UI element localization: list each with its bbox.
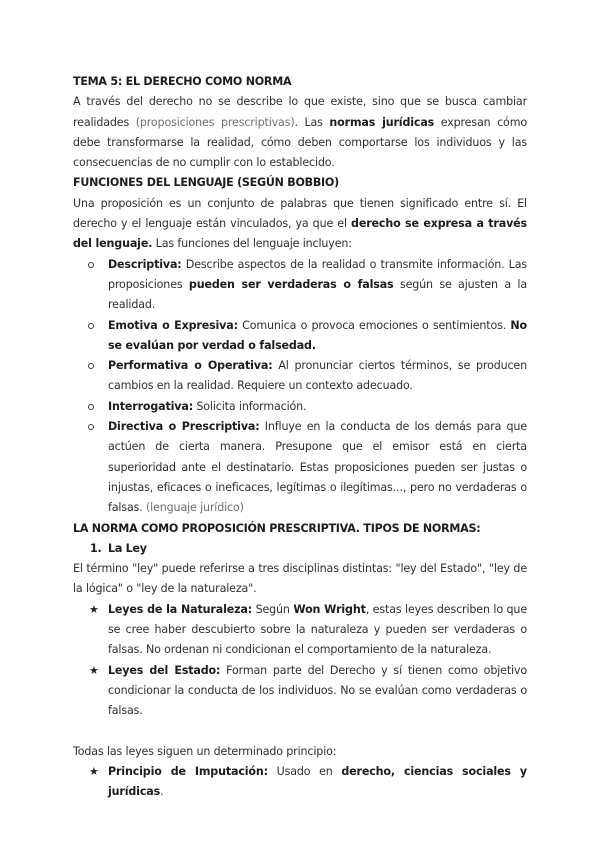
list-item-performativa	[73, 356, 527, 397]
numbered-heading-la-ley	[73, 539, 527, 559]
text: Las funciones del lenguaje incluyen:	[152, 237, 352, 251]
leyes-list	[73, 600, 527, 722]
star-icon: ★	[89, 663, 99, 677]
principio-paragraph: Todas las leyes siguen un determinado principio:	[73, 744, 337, 758]
item-label: Directiva o Prescriptiva:	[108, 420, 260, 434]
star-icon: ★	[89, 764, 99, 778]
text: A través del derecho no se describe lo que existe, sino que se busca cambiar realidades	[73, 95, 527, 129]
bold-term: derecho, ciencias sociales y jurídicas	[108, 764, 527, 799]
text: Influye en la conducta de los demás para que actúen de cierta manera. Presupone que el emisor está en cierta superioridad ante el destinatario. Estas proposiciones pueden ser justas o injustas, eficaces o ineficaces, legítimas o ilegítimas..., pero no verdaderas o falsas.	[108, 420, 527, 515]
item-label: Interrogativa:	[108, 399, 194, 413]
text: . Las	[294, 115, 330, 129]
text: expresan cómo debe transformarse la realidad, cómo deben comportarse los individuos y las consecuencias de no cumplir con lo establecido.	[73, 115, 527, 170]
bold-term: No se evalúan por verdad o falsedad.	[108, 318, 527, 352]
principio-list	[73, 762, 527, 803]
text: .	[160, 785, 164, 799]
star-icon: ★	[89, 602, 99, 616]
text: según se ajusten a la realidad.	[108, 277, 527, 312]
muted-note: (proposiciones prescriptivas)	[135, 115, 295, 129]
list-item-emotiva	[73, 316, 527, 357]
section-title-funciones: FUNCIONES DEL LENGUAJE (SEGÚN BOBBIO)	[73, 176, 339, 190]
bold-term: pueden ser verdaderas o falsas	[188, 277, 394, 291]
item-label: Performativa o Operativa:	[108, 359, 273, 373]
item-label: Leyes del Estado:	[108, 663, 221, 677]
list-item-leyes-naturaleza	[73, 600, 527, 661]
list-item-interrogativa	[73, 397, 527, 417]
section-title-norma: LA NORMA COMO PROPOSICIÓN PRESCRIPTIVA. TIPOS DE NORMAS:	[73, 521, 481, 535]
text: Solicita información.	[193, 399, 307, 413]
text: , estas leyes describen lo que se cree haber descubierto sobre la naturaleza y pueden ser verdaderas o falsas. No ordenan ni condicionan el comportamiento de la naturaleza.	[108, 602, 527, 657]
list-item-leyes-estado	[73, 661, 527, 722]
text: Al pronunciar ciertos términos, se producen cambios en la realidad. Requiere un contexto adecuado.	[108, 359, 527, 393]
ley-paragraph: El término "ley" puede referirse a tres disciplinas distintas: "ley del Estado", "ley de la lógica" o "ley de la naturaleza".	[73, 562, 527, 596]
intro-paragraph	[73, 92, 527, 173]
item-label: Leyes de la Naturaleza:	[108, 602, 253, 616]
text: Comunica o provoca emociones o sentimientos.	[237, 318, 511, 332]
section-title-tema5: TEMA 5: EL DERECHO COMO NORMA	[73, 75, 292, 88]
text: Usado en	[267, 764, 342, 778]
item-label: Principio de Imputación:	[108, 764, 268, 778]
text: Describe aspectos de la realidad o transmite información. Las proposiciones	[108, 257, 527, 291]
text: Una proposición es un conjunto de palabras que tienen significado entre sí. El derecho y el lenguaje están vinculados, ya que el	[73, 196, 527, 231]
item-label: Emotiva o Expresiva:	[108, 318, 238, 332]
text: Según	[252, 602, 294, 616]
bold-term: Won Wright	[293, 602, 366, 616]
list-item-descriptiva	[73, 255, 527, 316]
spacer	[73, 722, 527, 742]
list-item-principio-imputacion	[73, 762, 527, 803]
item-label: Descriptiva:	[108, 257, 182, 271]
funciones-list	[73, 255, 527, 519]
subheading: La Ley	[108, 541, 147, 555]
list-item-directiva	[73, 417, 527, 518]
bold-term: derecho se expresa a través del lenguaje.	[73, 217, 527, 251]
funciones-paragraph	[73, 194, 527, 255]
list-number: 1.	[90, 541, 102, 555]
muted-note: (lenguaje jurídico)	[146, 501, 244, 515]
bold-term: normas jurídicas	[329, 115, 435, 129]
text: Forman parte del Derecho y sí tienen como objetivo condicionar la conducta de los individuos. No se evalúan como verdaderas o falsas.	[108, 663, 528, 718]
